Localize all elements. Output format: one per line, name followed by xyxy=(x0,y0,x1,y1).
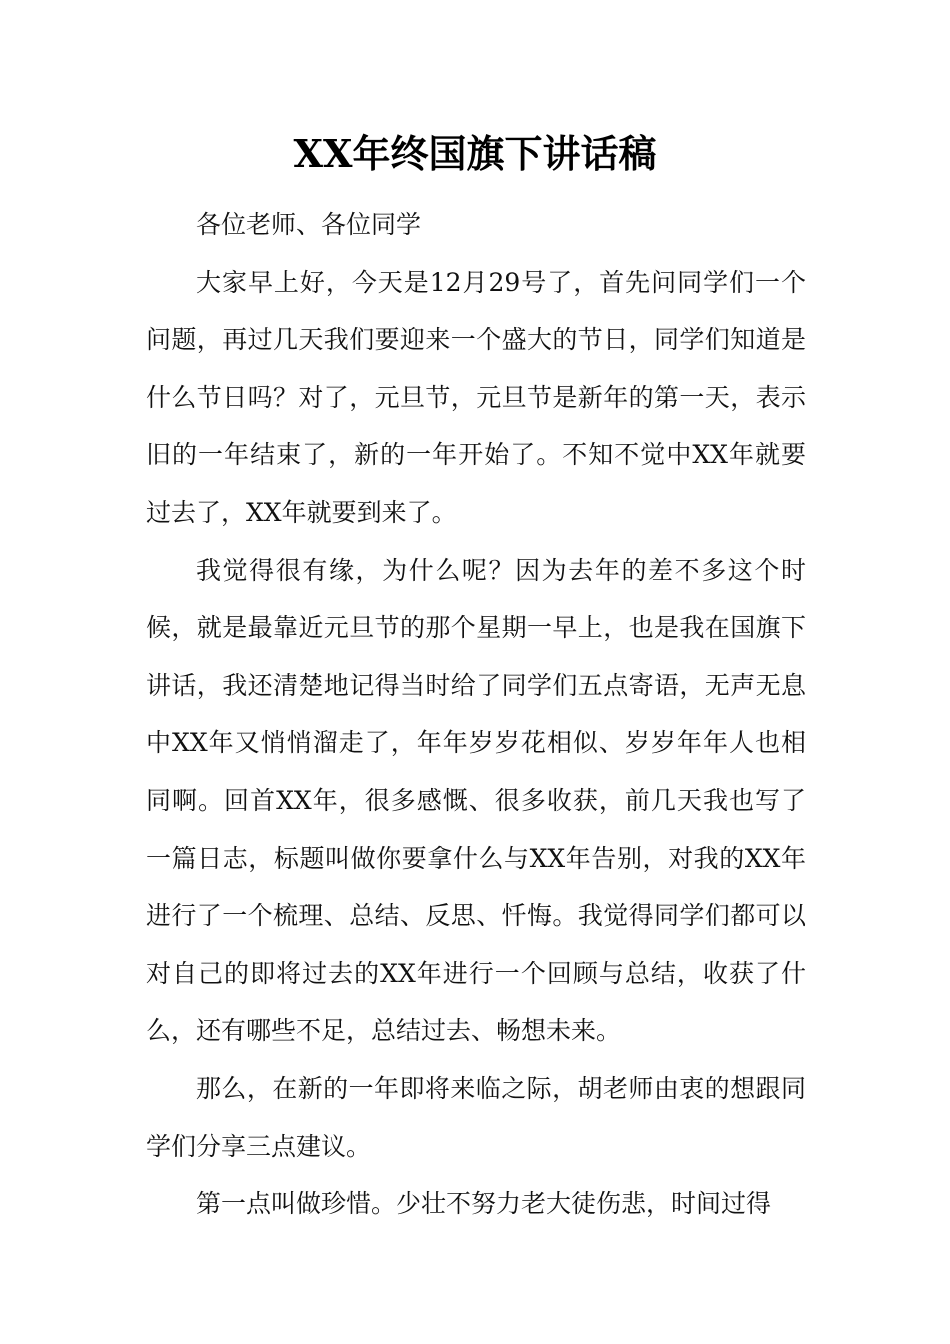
paragraph: 第一点叫做珍惜。少壮不努力老大徒伤悲，时间过得 xyxy=(196,1189,772,1219)
salutation: 各位老师、各位同学 xyxy=(196,210,422,239)
paragraph: 大家早上好，今天是12月29号了，首先问同学们一个问题，再过几天我们要迎来一个盛大的节日，同学们知道是什么节日吗？对了，元旦节，元旦节是新年的第一天，表示旧的一年结束了，新的一年开始了。不知不觉中XX年就要过去了，XX年就要到来了。 xyxy=(146,267,806,527)
paragraph: 我觉得很有缘，为什么呢？因为去年的差不多这个时候，就是最靠近元旦节的那个星期一早上，也是我在国旗下讲话，我还清楚地记得当时给了同学们五点寄语，无声无息中XX年又悄悄溜走了，年年岁岁花相似、岁岁年年人也相同啊。回首XX年，很多感慨、很多收获，前几天我也写了一篇日志，标题叫做你要拿什么与XX年告别，对我的XX年进行了一个梳理、总结、反思、忏悔。我觉得同学们都可以对自己的即将过去的XX年进行一个回顾与总结，收获了什么，还有哪些不足，总结过去、畅想未来。 xyxy=(146,555,806,1046)
paragraph: 那么，在新的一年即将来临之际，胡老师由衷的想跟同学们分享三点建议。 xyxy=(146,1073,806,1161)
document-title: XX年终国旗下讲话稿 xyxy=(293,131,657,176)
document-body xyxy=(146,196,806,1233)
